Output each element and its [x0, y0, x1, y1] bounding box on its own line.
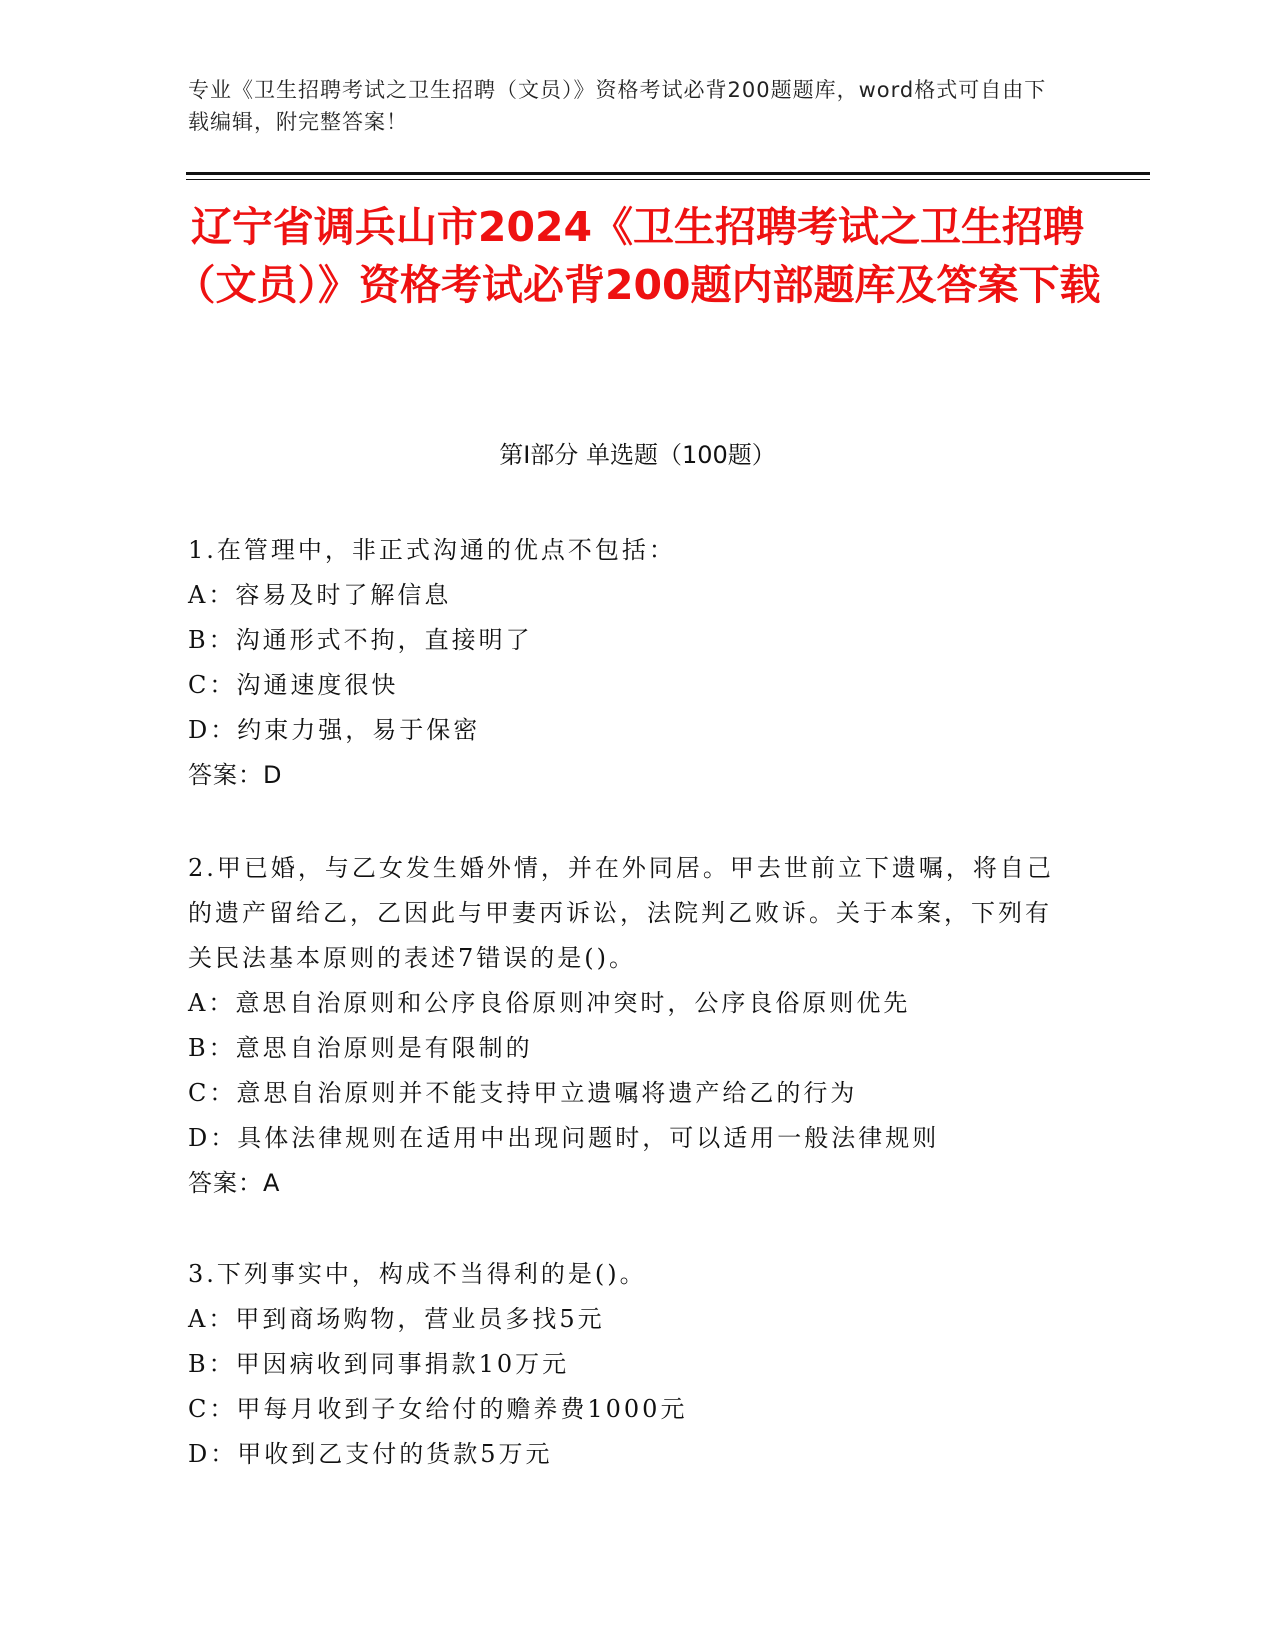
question-2-option-b: B：意思自治原则是有限制的	[188, 1034, 533, 1062]
question-3-option-d: D：甲收到乙支付的货款5万元	[188, 1440, 553, 1468]
header-divider-thin	[186, 179, 1150, 180]
question-2-answer: 答案：A	[188, 1169, 281, 1197]
question-1	[188, 528, 1068, 798]
question-1-text: 1.在管理中，非正式沟通的优点不包括：	[188, 536, 676, 564]
question-3-option-c: C：甲每月收到子女给付的赡养费1000元	[188, 1395, 688, 1423]
question-1-option-a: A：容易及时了解信息	[188, 581, 452, 609]
question-3-text: 3.下列事实中，构成不当得利的是()。	[188, 1260, 647, 1288]
question-2-option-a: A：意思自治原则和公序良俗原则冲突时，公序良俗原则优先	[188, 989, 911, 1017]
question-3	[188, 1252, 1068, 1477]
question-3-option-a: A：甲到商场购物，营业员多找5元	[188, 1305, 605, 1333]
question-2-option-d: D：具体法律规则在适用中出现问题时，可以适用一般法律规则	[188, 1124, 940, 1152]
question-1-option-b: B：沟通形式不拘，直接明了	[188, 626, 533, 654]
question-2-text: 2.甲已婚，与乙女发生婚外情，并在外同居。甲去世前立下遗嘱，将自己的遗产留给乙，乙因此与甲妻丙诉讼，法院判乙败诉。关于本案，下列有关民法基本原则的表述7错误的是()。	[188, 854, 1054, 972]
question-2	[188, 846, 1068, 1206]
question-1-option-d: D：约束力强，易于保密	[188, 716, 481, 744]
page-title: 辽宁省调兵山市2024《卫生招聘考试之卫生招聘（文员）》资格考试必背200题内部题库及答案下载	[174, 203, 1101, 309]
section-heading: 第Ⅰ部分 单选题（100题）	[499, 441, 776, 469]
header-divider-thick	[186, 172, 1150, 175]
question-1-option-c: C：沟通速度很快	[188, 671, 399, 699]
header-note: 专业《卫生招聘考试之卫生招聘（文员）》资格考试必背200题题库，word格式可自由下载编辑，附完整答案！	[188, 78, 1047, 134]
question-2-option-c: C：意思自治原则并不能支持甲立遗嘱将遗产给乙的行为	[188, 1079, 858, 1107]
question-3-option-b: B：甲因病收到同事捐款10万元	[188, 1350, 570, 1378]
question-1-answer: 答案：D	[188, 761, 283, 789]
